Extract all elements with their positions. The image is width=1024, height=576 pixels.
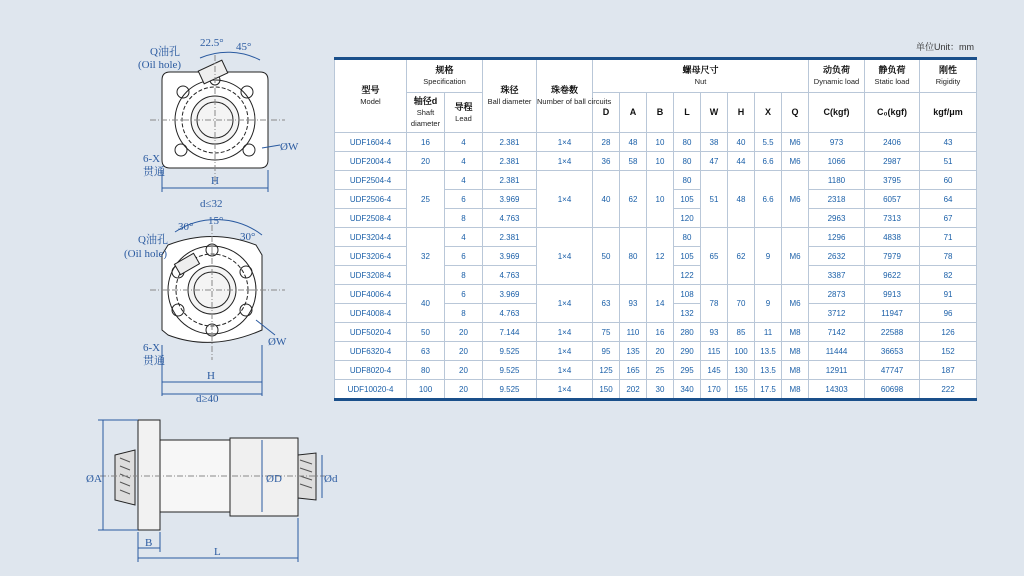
cell-k: 43 [920,133,977,152]
angle-label: 30° [178,221,194,233]
cell-l: 132 [674,304,701,323]
cell-w: 78 [701,285,728,323]
w-dim-label: ØW [280,141,299,153]
header-lead: 导程 Lead [445,93,483,133]
cell-k: 126 [920,323,977,342]
d-dim-label: ØD [266,473,282,485]
cell-w: 65 [701,228,728,285]
cell-x: 13.5 [755,342,782,361]
cell-k: 152 [920,342,977,361]
cell-q: M8 [782,323,809,342]
cell-c: 2632 [809,247,865,266]
cell-d: 63 [407,342,445,361]
cell-q: M6 [782,133,809,152]
cell-d: 36 [593,152,620,171]
header-rigidity: 刚性 Rigidity [920,59,977,93]
cell-c0: 9622 [865,266,920,285]
table-row [335,171,977,190]
cell-l: 108 [674,285,701,304]
header-nut: 螺母尺寸 Nut [593,59,809,93]
cell-ball: 4.763 [483,209,537,228]
cell-lead: 20 [445,342,483,361]
cell-x: 9 [755,228,782,285]
shaft-dim-label: Ød [324,473,338,485]
cell-x: 13.5 [755,361,782,380]
cell-k: 64 [920,190,977,209]
cell-l: 122 [674,266,701,285]
header-model: 型号 Model [335,59,407,133]
cell-d: 40 [593,171,620,228]
cell-b: 20 [647,342,674,361]
cell-lead: 8 [445,304,483,323]
nut-side-view [98,420,325,562]
oil-hole-label-en: (Oil hole) [138,59,182,71]
cell-circ: 1×4 [537,152,593,171]
cell-h: 100 [728,342,755,361]
cell-circ: 1×4 [537,380,593,400]
cell-model: UDF2508-4 [335,209,407,228]
header-nut-H: H [728,93,755,133]
cell-a: 202 [620,380,647,400]
cell-model: UDF1604-4 [335,133,407,152]
cell-d: 20 [407,152,445,171]
cell-c0: 47747 [865,361,920,380]
angle-label: 22.5° [200,37,224,49]
cell-ball: 3.969 [483,190,537,209]
technical-drawings [0,0,338,576]
cell-c0: 3795 [865,171,920,190]
cell-x: 6.6 [755,152,782,171]
cell-b: 30 [647,380,674,400]
cell-model: UDF3206-4 [335,247,407,266]
cell-c: 3387 [809,266,865,285]
table-row [335,133,977,152]
cell-c: 2318 [809,190,865,209]
cell-d: 50 [407,323,445,342]
cell-q: M6 [782,228,809,285]
cell-c0: 11947 [865,304,920,323]
cell-w: 170 [701,380,728,400]
header-c-unit: C(kgf) [809,93,865,133]
cell-ball: 2.381 [483,133,537,152]
table-row [335,152,977,171]
header-nut-L: L [674,93,701,133]
cell-c0: 22588 [865,323,920,342]
cell-h: 85 [728,323,755,342]
cell-k: 60 [920,171,977,190]
cell-c: 12911 [809,361,865,380]
cell-ball: 2.381 [483,228,537,247]
angle-label: 45° [236,41,252,53]
table-row [335,342,977,361]
cell-q: M8 [782,361,809,380]
table-row [335,380,977,400]
cell-ball: 3.969 [483,247,537,266]
cell-x: 17.5 [755,380,782,400]
cell-c: 1180 [809,171,865,190]
cell-c0: 7313 [865,209,920,228]
header-circuits: 珠卷数 Number of ball circuits [537,59,593,133]
cell-c: 2963 [809,209,865,228]
oil-hole-label: Q油孔 [138,234,168,246]
cell-k: 82 [920,266,977,285]
cell-ball: 3.969 [483,285,537,304]
cell-b: 10 [647,152,674,171]
spec-table-body [335,133,977,400]
cell-c: 1296 [809,228,865,247]
cell-d: 50 [593,228,620,285]
cell-circ: 1×4 [537,361,593,380]
cell-c0: 2406 [865,133,920,152]
cell-lead: 6 [445,285,483,304]
cell-c0: 60698 [865,380,920,400]
cell-c: 973 [809,133,865,152]
cell-a: 48 [620,133,647,152]
cell-model: UDF3208-4 [335,266,407,285]
cell-h: 130 [728,361,755,380]
condition-label: d≤32 [200,198,223,210]
cell-l: 80 [674,133,701,152]
cell-d: 40 [407,285,445,323]
cell-circ: 1×4 [537,323,593,342]
cell-d: 32 [407,228,445,285]
cell-lead: 6 [445,247,483,266]
unit-label: 单位Unit：mm [916,42,974,52]
cell-x: 11 [755,323,782,342]
cell-c: 2873 [809,285,865,304]
cell-l: 80 [674,171,701,190]
cell-lead: 8 [445,209,483,228]
cell-model: UDF8020-4 [335,361,407,380]
cell-d: 95 [593,342,620,361]
cell-circ: 1×4 [537,133,593,152]
a-dim-label: ØA [86,473,102,485]
cell-h: 48 [728,171,755,228]
cell-l: 290 [674,342,701,361]
cell-l: 80 [674,152,701,171]
cell-ball: 9.525 [483,361,537,380]
cell-b: 25 [647,361,674,380]
cell-b: 14 [647,285,674,323]
cell-x: 6.6 [755,171,782,228]
cell-x: 9 [755,285,782,323]
cell-h: 70 [728,285,755,323]
cell-lead: 4 [445,171,483,190]
spec-table [334,57,977,401]
cell-model: UDF2004-4 [335,152,407,171]
cell-model: UDF4008-4 [335,304,407,323]
cell-a: 80 [620,228,647,285]
cell-lead: 4 [445,133,483,152]
b-dim-label: B [145,537,153,549]
cell-h: 155 [728,380,755,400]
cell-c0: 4838 [865,228,920,247]
cell-ball: 4.763 [483,304,537,323]
header-nut-X: X [755,93,782,133]
cell-circ: 1×4 [537,285,593,323]
cell-c: 1066 [809,152,865,171]
header-static: 静负荷 Static load [865,59,920,93]
cell-d: 75 [593,323,620,342]
cell-d: 16 [407,133,445,152]
cell-c: 3712 [809,304,865,323]
cell-d: 25 [407,171,445,228]
cell-b: 16 [647,323,674,342]
cell-c: 14303 [809,380,865,400]
cell-a: 135 [620,342,647,361]
table-row [335,228,977,247]
cell-k: 71 [920,228,977,247]
oil-hole-label-en: (Oil hole) [124,248,168,260]
w-dim-label: ØW [268,336,287,348]
header-c0-unit: C₀(kgf) [865,93,920,133]
header-nut-W: W [701,93,728,133]
cell-model: UDF5020-4 [335,323,407,342]
cell-k: 67 [920,209,977,228]
holes-label: 6-X [143,342,161,354]
cell-a: 58 [620,152,647,171]
cell-lead: 20 [445,380,483,400]
flange-drawing-large [150,220,285,396]
through-label: 贯通 [143,166,165,178]
cell-lead: 20 [445,361,483,380]
cell-k: 96 [920,304,977,323]
cell-circ: 1×4 [537,342,593,361]
cell-c0: 7979 [865,247,920,266]
cell-k: 91 [920,285,977,304]
cell-d: 63 [593,285,620,323]
cell-c0: 36653 [865,342,920,361]
header-dynamic: 动负荷 Dynamic load [809,59,865,93]
cell-d: 80 [407,361,445,380]
cell-a: 62 [620,171,647,228]
cell-ball: 9.525 [483,342,537,361]
header-nut-D: D [593,93,620,133]
cell-a: 110 [620,323,647,342]
cell-a: 165 [620,361,647,380]
cell-h: 40 [728,133,755,152]
header-nut-Q: Q [782,93,809,133]
angle-label: 30° [240,231,256,243]
cell-l: 280 [674,323,701,342]
cell-c0: 2987 [865,152,920,171]
cell-model: UDF2506-4 [335,190,407,209]
cell-w: 115 [701,342,728,361]
flange-drawing-small [150,52,285,192]
cell-lead: 4 [445,152,483,171]
cell-q: M6 [782,285,809,323]
table-row [335,361,977,380]
cell-d: 28 [593,133,620,152]
cell-q: M8 [782,342,809,361]
cell-ball: 9.525 [483,380,537,400]
cell-a: 93 [620,285,647,323]
cell-circ: 1×4 [537,228,593,285]
cell-h: 62 [728,228,755,285]
cell-c0: 9913 [865,285,920,304]
cell-ball: 2.381 [483,152,537,171]
cell-model: UDF3204-4 [335,228,407,247]
table-row [335,285,977,304]
cell-w: 47 [701,152,728,171]
table-row [335,323,977,342]
cell-w: 93 [701,323,728,342]
cell-k: 187 [920,361,977,380]
h-dim-label: H [207,370,215,382]
cell-w: 145 [701,361,728,380]
cell-d: 100 [407,380,445,400]
cell-q: M6 [782,171,809,228]
cell-lead: 4 [445,228,483,247]
cell-circ: 1×4 [537,171,593,228]
cell-b: 10 [647,133,674,152]
cell-lead: 8 [445,266,483,285]
header-spec: 规格 Specification [407,59,483,93]
cell-c: 7142 [809,323,865,342]
cell-model: UDF2504-4 [335,171,407,190]
cell-l: 295 [674,361,701,380]
cell-h: 44 [728,152,755,171]
cell-l: 80 [674,228,701,247]
condition-label: d≥40 [196,393,219,405]
cell-w: 38 [701,133,728,152]
header-ball: 珠径 Ball diameter [483,59,537,133]
cell-l: 105 [674,190,701,209]
cell-x: 5.5 [755,133,782,152]
cell-ball: 4.763 [483,266,537,285]
l-dim-label: L [214,546,221,558]
cell-c0: 6057 [865,190,920,209]
cell-lead: 20 [445,323,483,342]
cell-k: 78 [920,247,977,266]
cell-lead: 6 [445,190,483,209]
cell-d: 150 [593,380,620,400]
holes-label: 6-X [143,153,161,165]
header-nut-B: B [647,93,674,133]
h-dim-label: H [211,175,219,187]
header-nut-A: A [620,93,647,133]
angle-label: 15° [208,215,224,227]
cell-w: 51 [701,171,728,228]
through-label: 贯通 [143,355,165,367]
cell-l: 120 [674,209,701,228]
cell-c: 11444 [809,342,865,361]
cell-ball: 7.144 [483,323,537,342]
cell-k: 51 [920,152,977,171]
oil-hole-label: Q油孔 [150,46,180,58]
header-k-unit: kgf/μm [920,93,977,133]
cell-model: UDF10020-4 [335,380,407,400]
cell-q: M6 [782,152,809,171]
cell-k: 222 [920,380,977,400]
cell-d: 125 [593,361,620,380]
cell-l: 105 [674,247,701,266]
cell-ball: 2.381 [483,171,537,190]
cell-q: M8 [782,380,809,400]
header-shaft: 轴径d Shaft diameter [407,93,445,133]
cell-model: UDF4006-4 [335,285,407,304]
cell-l: 340 [674,380,701,400]
cell-b: 12 [647,228,674,285]
cell-b: 10 [647,171,674,228]
cell-model: UDF6320-4 [335,342,407,361]
